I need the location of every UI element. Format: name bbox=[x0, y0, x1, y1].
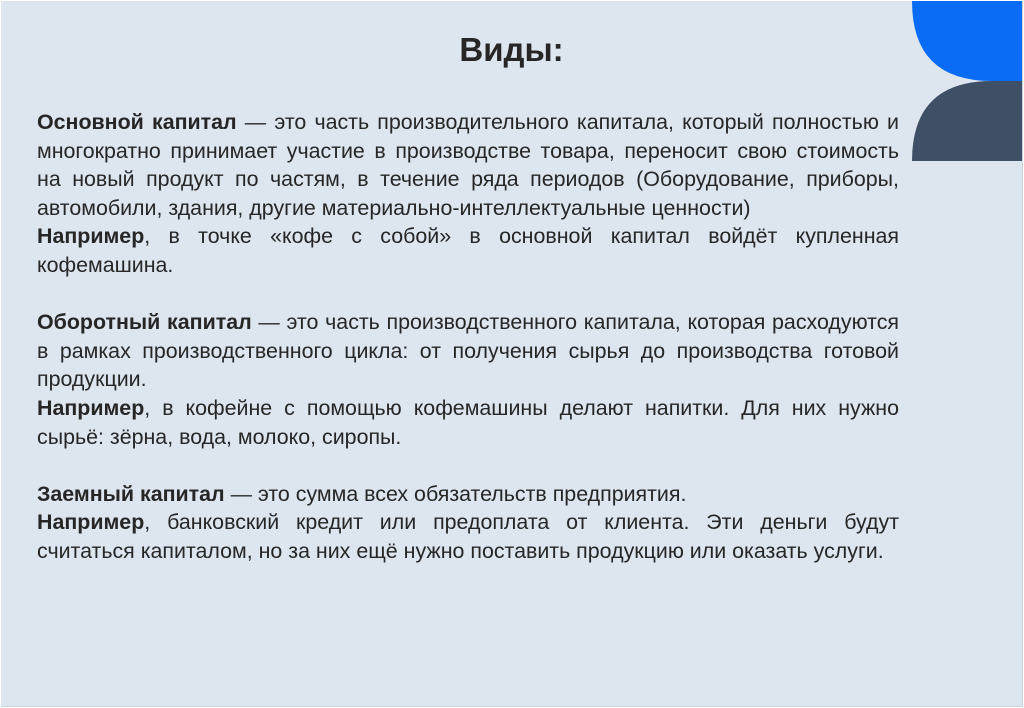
decorative-shapes bbox=[912, 1, 1022, 171]
example-text: , банковский кредит или предоплата от клиента. Эти деньги будут считаться капиталом, но за них ещё нужно поставить продукцию или оказать услуги. bbox=[37, 510, 899, 563]
example-lead: Например bbox=[37, 395, 145, 420]
example-paragraph bbox=[37, 222, 899, 279]
term-fixed-capital: Основной капитал bbox=[37, 110, 237, 134]
example-lead: Например bbox=[37, 510, 145, 535]
definition-paragraph bbox=[37, 480, 899, 509]
definition-paragraph bbox=[37, 108, 899, 222]
example-lead: Например bbox=[37, 224, 145, 249]
section-spacer bbox=[37, 451, 899, 480]
slide-content bbox=[37, 108, 899, 566]
definition-text: — это часть производительного капитала, который полностью и многократно принимает участие в производстве товара, переносит свою стоимость на новый продукт по частям, в течение ряда периодов (Оборудование, приборы, автомобили, здания, другие материально-интеллектуальные ценности) bbox=[37, 110, 899, 220]
example-text: , в кофейне с помощью кофемашины делают напитки. Для них нужно сырьё: зёрна, вода, молоко, сиропы. bbox=[37, 395, 899, 449]
example-text: , в точке «кофе с собой» в основной капитал войдёт купленная кофемашина. bbox=[37, 224, 899, 277]
section-working-capital bbox=[37, 308, 899, 451]
term-borrowed-capital: Заемный капитал bbox=[37, 481, 225, 506]
definition-text: — это часть производственного капитала, которая расходуются в рамках производственного цикла: от получения сырья до производства готовой продукции. bbox=[37, 310, 899, 392]
example-paragraph bbox=[37, 394, 899, 451]
term-working-capital: Оборотный капитал bbox=[37, 310, 252, 335]
definition-text: — это сумма всех обязательств предприятия. bbox=[224, 481, 687, 506]
slate-leaf-shape bbox=[912, 81, 1022, 161]
definition-paragraph bbox=[37, 308, 899, 394]
section-borrowed-capital bbox=[37, 480, 899, 566]
section-spacer bbox=[37, 280, 899, 309]
example-paragraph bbox=[37, 508, 899, 565]
slide-title: Виды: bbox=[459, 31, 564, 68]
slide bbox=[1, 1, 1023, 707]
section-fixed-capital bbox=[37, 108, 899, 280]
